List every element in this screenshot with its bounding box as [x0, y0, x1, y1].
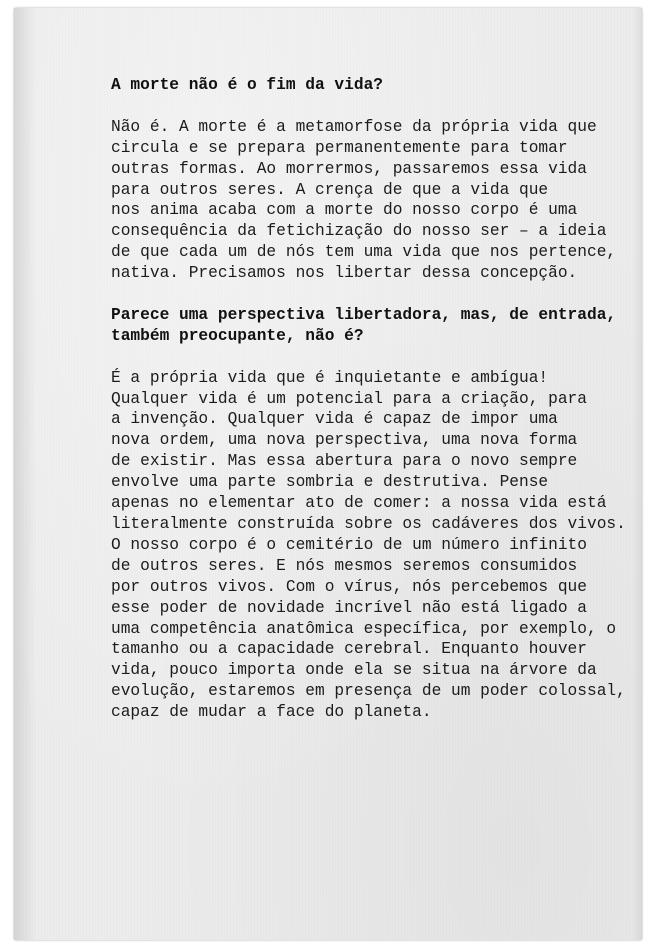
- paragraph-gap: [111, 96, 631, 117]
- text-line: para outros seres. A crença de que a vida que: [111, 180, 549, 199]
- paragraph-gap: [111, 347, 631, 368]
- text-line: a invenção. Qualquer vida é capaz de impor uma: [111, 410, 558, 429]
- text-line: de que cada um de nós tem uma vida que nos pertence,: [111, 243, 617, 262]
- text-line: outras formas. Ao morrermos, passaremos essa vida: [111, 159, 587, 178]
- text-line: tamanho ou a capacidade cerebral. Enquanto houver: [111, 640, 587, 659]
- text-line: evolução, estaremos em presença de um poder colossal,: [111, 682, 626, 701]
- text-line: nativa. Precisamos nos libertar dessa concepção.: [111, 264, 578, 283]
- page-text: [111, 75, 631, 723]
- text-line: de existir. Mas essa abertura para o novo sempre: [111, 452, 578, 471]
- text-line: uma competência anatômica específica, por exemplo, o: [111, 619, 617, 638]
- text-line: literalmente construída sobre os cadáveres dos vivos.: [111, 514, 626, 533]
- text-line: de outros seres. E nós mesmos seremos consumidos: [111, 556, 578, 575]
- text-line: Não é. A morte é a metamorfose da própria vida que: [111, 117, 597, 136]
- question-heading: [111, 305, 631, 347]
- answer-paragraph: [111, 368, 631, 723]
- paragraph-gap: [111, 284, 631, 305]
- text-line: O nosso corpo é o cemitério de um número infinito: [111, 535, 587, 554]
- paper-page: [14, 8, 642, 940]
- text-line: apenas no elementar ato de comer: a nossa vida está: [111, 494, 607, 513]
- text-line: capaz de mudar a face do planeta.: [111, 703, 432, 722]
- question-line: Parece uma perspectiva libertadora, mas, de entrada,: [111, 305, 617, 324]
- answer-paragraph: [111, 117, 631, 284]
- text-line: consequência da fetichização do nosso ser – a ideia: [111, 222, 607, 241]
- text-line: envolve uma parte sombria e destrutiva. Pense: [111, 473, 549, 492]
- text-line: nova ordem, uma nova perspectiva, uma nova forma: [111, 431, 578, 450]
- text-line: Qualquer vida é um potencial para a criação, para: [111, 389, 587, 408]
- text-line: É a própria vida que é inquietante e ambígua!: [111, 368, 549, 387]
- text-line: circula e se prepara permanentemente para tomar: [111, 138, 568, 157]
- text-line: nos anima acaba com a morte do nosso corpo é uma: [111, 201, 578, 220]
- text-line: vida, pouco importa onde ela se situa na árvore da: [111, 661, 597, 680]
- question-heading: A morte não é o fim da vida?: [111, 76, 383, 94]
- text-line: por outros vivos. Com o vírus, nós percebemos que: [111, 577, 587, 596]
- text-line: esse poder de novidade incrível não está ligado a: [111, 598, 587, 617]
- question-line: também preocupante, não é?: [111, 326, 364, 345]
